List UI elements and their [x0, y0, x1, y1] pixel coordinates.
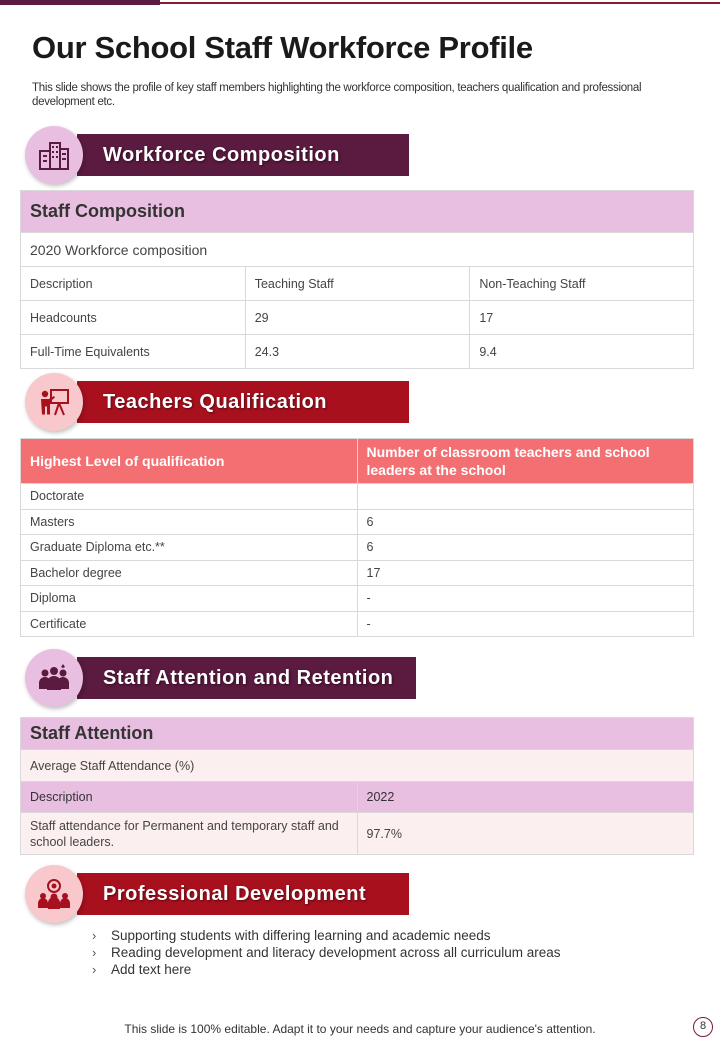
table-row — [21, 813, 694, 855]
page-number: 8 — [693, 1017, 713, 1037]
table-cell: Staff attendance for Permanent and temporary staff and school leaders. — [21, 813, 358, 855]
section-header-workforce — [25, 134, 410, 176]
column-header: Highest Level of qualification — [21, 439, 358, 484]
section-title-qualification: Teachers Qualification — [77, 381, 409, 423]
table-row — [21, 301, 694, 335]
list-item: › Reading development and literacy development across all curriculum areas — [92, 945, 561, 960]
staff-attention-table — [20, 717, 694, 855]
table-cell: Headcounts — [21, 301, 246, 335]
page-title: Our School Staff Workforce Profile — [32, 30, 533, 65]
list-item: › Supporting students with differing learning and academic needs — [92, 928, 491, 943]
column-header: 2022 — [357, 782, 693, 813]
chevron-right-icon: › — [92, 928, 97, 943]
table-cell: Doctorate — [21, 484, 358, 510]
column-header: Description — [21, 782, 358, 813]
section-title-attention: Staff Attention and Retention — [77, 657, 416, 699]
table-cell: - — [357, 586, 694, 612]
staff-composition-table — [20, 190, 694, 369]
section-title-development: Professional Development — [77, 873, 409, 915]
list-item: › Add text here — [92, 962, 192, 977]
table-header-row — [21, 267, 694, 301]
staff-attention-heading: Staff Attention — [21, 718, 694, 750]
table-cell: Diploma — [21, 586, 358, 612]
table-cell: Bachelor degree — [21, 560, 358, 586]
page-subtitle: This slide shows the profile of key staff members highlighting the workforce composition, teachers qualification and professional development etc. — [32, 82, 642, 108]
section-header-development — [25, 873, 410, 915]
top-accent-line — [160, 2, 720, 4]
section-header-qualification — [25, 381, 410, 423]
chevron-right-icon: › — [92, 945, 97, 960]
section-title-workforce: Workforce Composition — [77, 134, 409, 176]
top-accent-bar — [0, 0, 160, 5]
table-cell: 6 — [357, 535, 694, 561]
column-header: Teaching Staff — [245, 267, 470, 301]
table-row — [21, 611, 694, 637]
table-cell — [357, 484, 694, 510]
staff-group-icon — [25, 649, 83, 707]
chevron-right-icon: › — [92, 962, 97, 977]
column-header: Number of classroom teachers and school leaders at the school — [357, 439, 694, 484]
table-header-row — [21, 439, 694, 484]
staff-composition-heading: Staff Composition — [21, 191, 694, 233]
teacher-presentation-icon — [25, 373, 83, 431]
table-row — [21, 484, 694, 510]
staff-attention-subheading: Average Staff Attendance (%) — [21, 750, 694, 782]
table-row — [21, 335, 694, 369]
table-row — [21, 560, 694, 586]
table-cell: Full-Time Equivalents — [21, 335, 246, 369]
table-cell: 29 — [245, 301, 470, 335]
table-cell: 6 — [357, 509, 694, 535]
table-cell: Certificate — [21, 611, 358, 637]
staff-composition-subheading: 2020 Workforce composition — [21, 233, 694, 267]
table-cell: 17 — [357, 560, 694, 586]
office-building-icon — [25, 126, 83, 184]
section-header-attention — [25, 657, 417, 699]
table-header-row — [21, 782, 694, 813]
team-target-icon — [25, 865, 83, 923]
table-cell: 97.7% — [357, 813, 693, 855]
footer-text: This slide is 100% editable. Adapt it to your needs and capture your audience's attention. — [124, 1022, 596, 1036]
qualification-table — [20, 438, 694, 637]
table-cell: 17 — [470, 301, 694, 335]
table-cell: - — [357, 611, 694, 637]
table-row — [21, 509, 694, 535]
table-cell: Graduate Diploma etc.** — [21, 535, 358, 561]
table-cell: 9.4 — [470, 335, 694, 369]
table-row — [21, 535, 694, 561]
table-cell: 24.3 — [245, 335, 470, 369]
column-header: Non-Teaching Staff — [470, 267, 694, 301]
column-header: Description — [21, 267, 246, 301]
table-cell: Masters — [21, 509, 358, 535]
development-bullet-list — [92, 927, 560, 978]
table-row — [21, 586, 694, 612]
